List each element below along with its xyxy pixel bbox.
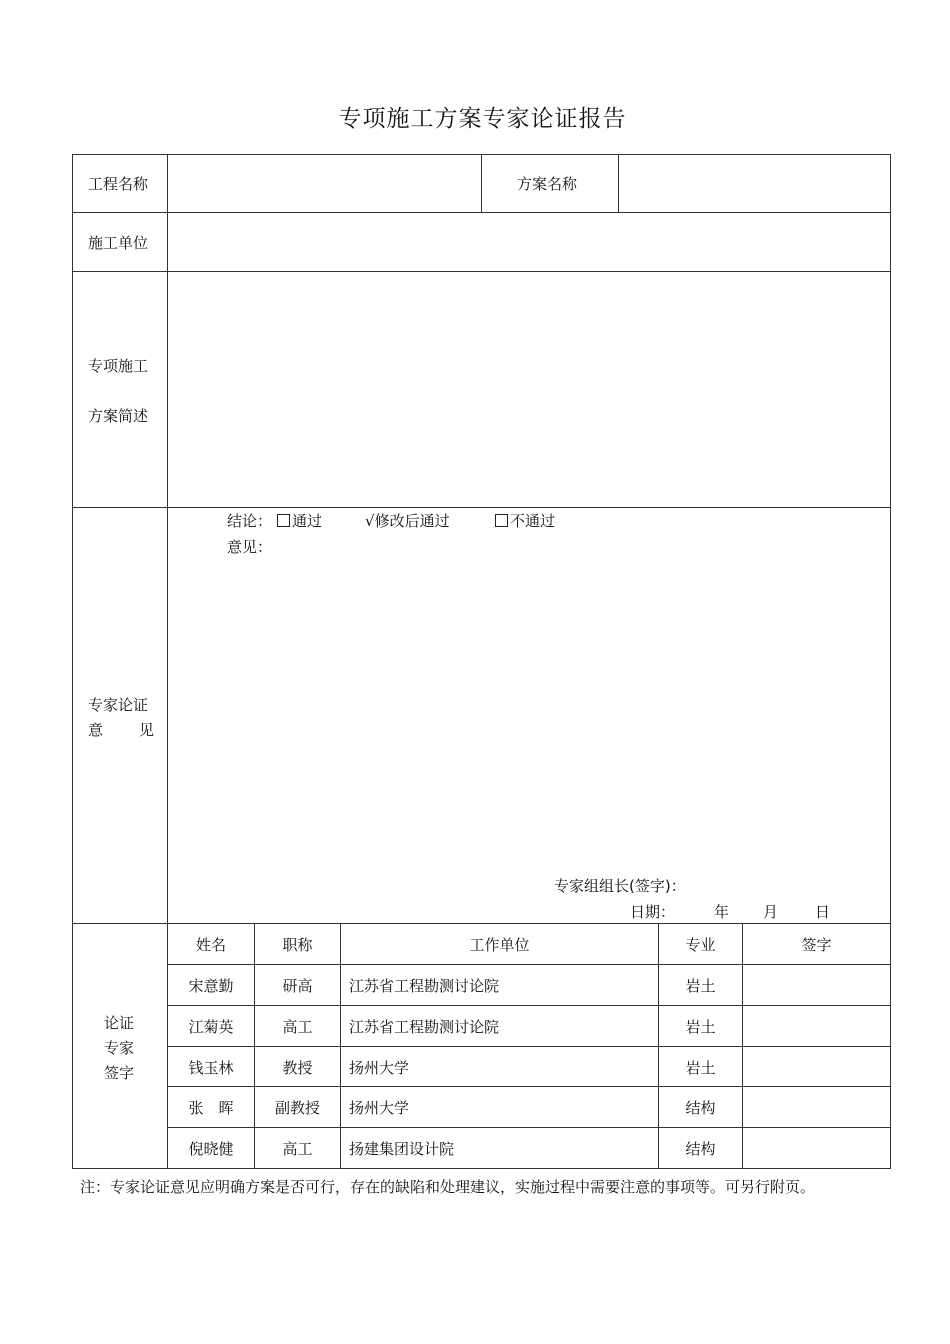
contractor-field[interactable] xyxy=(168,213,890,271)
header-specialty: 专业 xyxy=(685,936,716,954)
expert-employer: 江苏省工程勘测讨论院 xyxy=(349,1018,500,1036)
option-revise-pass[interactable] xyxy=(365,512,450,530)
expert-signature-field[interactable] xyxy=(743,1047,890,1086)
checkbox-icon[interactable] xyxy=(277,514,290,527)
summary-label-line1: 专项施工 xyxy=(88,357,149,375)
checkbox-icon[interactable] xyxy=(495,514,508,527)
contractor-label: 施工单位 xyxy=(88,234,149,252)
month-label: 月 xyxy=(763,903,779,921)
opinion-label-line1: 专家论证 xyxy=(88,696,149,714)
sign-label-line2: 专家 xyxy=(104,1039,135,1057)
expert-title: 研高 xyxy=(282,977,313,995)
expert-specialty: 结构 xyxy=(685,1099,716,1117)
leader-sign-label: 专家组组长(签字)： xyxy=(554,877,686,895)
expert-title: 高工 xyxy=(282,1140,313,1158)
plan-name-label: 方案名称 xyxy=(517,175,578,193)
opinion-label-line2a: 意 xyxy=(88,721,104,739)
header-employer: 工作单位 xyxy=(469,936,530,954)
expert-signature-field[interactable] xyxy=(743,1087,890,1127)
expert-title: 教授 xyxy=(282,1059,313,1077)
expert-specialty: 岩土 xyxy=(685,977,716,995)
footnote: 注：专家论证意见应明确方案是否可行，存在的缺陷和处理建议，实施过程中需要注意的事项等。可另行附页。 xyxy=(80,1178,816,1196)
opinion-label-line2b: 见 xyxy=(139,721,155,739)
option-fail-label: 不通过 xyxy=(510,512,556,530)
expert-title: 高工 xyxy=(282,1018,313,1036)
day-label: 日 xyxy=(815,903,831,921)
conclusion-label: 结论： xyxy=(227,512,273,530)
expert-signature-field[interactable] xyxy=(743,1128,890,1168)
project-name-field[interactable] xyxy=(168,155,481,212)
option-revise-pass-label: 修改后通过 xyxy=(374,512,450,530)
option-fail[interactable] xyxy=(495,512,555,530)
expert-name: 宋意勤 xyxy=(188,977,234,995)
sign-label-line3: 签字 xyxy=(104,1064,135,1082)
expert-signature-field[interactable] xyxy=(743,965,890,1005)
expert-name: 钱玉林 xyxy=(188,1059,234,1077)
project-name-label: 工程名称 xyxy=(88,175,149,193)
expert-name: 张 晖 xyxy=(188,1099,234,1117)
expert-specialty: 岩土 xyxy=(685,1018,716,1036)
sign-label-line1: 论证 xyxy=(104,1014,135,1032)
header-signature: 签字 xyxy=(801,936,832,954)
expert-specialty: 岩土 xyxy=(685,1059,716,1077)
expert-specialty: 结构 xyxy=(685,1140,716,1158)
year-label: 年 xyxy=(714,903,730,921)
date-label: 日期： xyxy=(630,903,676,921)
opinion-field-label: 意见： xyxy=(227,538,273,556)
expert-employer: 江苏省工程勘测讨论院 xyxy=(349,977,500,995)
expert-signature-field[interactable] xyxy=(743,1006,890,1046)
option-pass[interactable] xyxy=(277,512,322,530)
expert-employer: 扬建集团设计院 xyxy=(349,1140,455,1158)
expert-employer: 扬州大学 xyxy=(349,1099,410,1117)
expert-employer: 扬州大学 xyxy=(349,1059,410,1077)
expert-title: 副教授 xyxy=(274,1099,320,1117)
option-pass-label: 通过 xyxy=(292,512,323,530)
header-name: 姓名 xyxy=(195,936,226,954)
plan-name-field[interactable] xyxy=(619,155,890,212)
expert-name: 倪晓健 xyxy=(188,1140,234,1158)
summary-label-line2: 方案简述 xyxy=(88,407,149,425)
header-title: 职称 xyxy=(282,936,313,954)
page-title: 专项施工方案专家论证报告 xyxy=(338,106,627,132)
checkmark-icon[interactable]: √ xyxy=(365,512,375,530)
summary-field[interactable] xyxy=(168,272,890,507)
expert-name: 江菊英 xyxy=(188,1018,234,1036)
opinion-field[interactable] xyxy=(227,560,877,870)
